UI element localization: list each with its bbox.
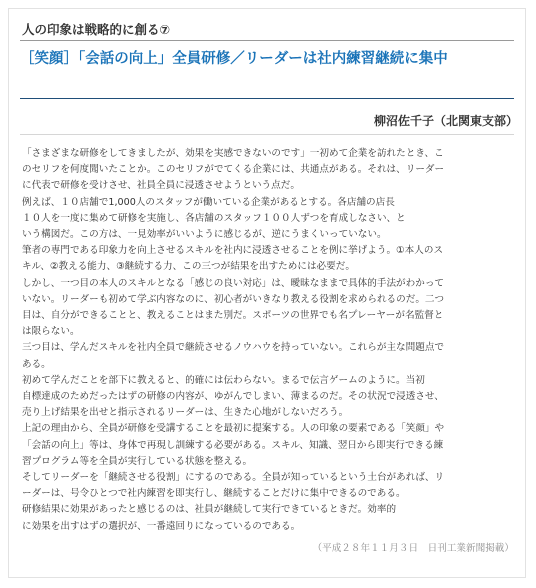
body-line: に効果を出すはずの選択が、一番遠回りになっているのである。 [22,520,301,532]
body-line: 習プログラム等を全員が実行している状態を整える。 [22,455,253,467]
body-line: そしてリーダーを「継続させる役割」にするのである。全員が知っているという土台があれば、リ [22,472,445,484]
body-line: 初めて学んだことを部下に教えると、的確には伝わらない。まるで伝言ゲームのように。当初 [22,374,425,386]
body-line: いない。リーダーも初めて学ぶ内容なのに、初心者がいきなり教える役割を求められるのだ。二つ [22,293,445,305]
body-line: 自標達成のためだったはずの研修の内容が、ゆがんでしまい、薄まるのだ。その状況で浸透させ、 [22,391,444,403]
body-line: は限らない。 [22,326,80,338]
divider-top [20,40,514,41]
body-line: １０人を一度に集めて研修を実施し、各店舗のスタッフ１００人ずつを育成しなさい、と [22,212,406,224]
body-line: 研修結果に効果があったと感じるのは、社員が継続して実行できているときだ。効率的 [22,504,397,516]
body-line: 例えば、１０店舗で1,000人のスタッフが働いている企業があるとする。各店舗の店長 [22,196,395,208]
article-headline: ［笑顔］「会話の向上」全員研修／リーダーは社内練習継続に集中 [20,51,448,67]
body-line: ある。 [22,358,51,370]
series-title: 人の印象は戦略的に創る⑦ [22,22,171,37]
body-line: 「さまざまな研修をしてきましたが、効果を実感できないのです」一初めて企業を訪れたとき、こ [22,148,444,159]
divider-byline [20,134,514,135]
body-line: ーダーは、号令ひとつで社内練習を即実行し、継続することだけに集中できるのである。 [22,488,406,500]
divider-headline [20,98,514,99]
body-line: 目は、自分ができることと、教えることはまた別だ。スポーツの世界でも名プレーヤーが名監督と [22,310,444,322]
body-line: キル、②教える能力、③継続する力、この三つが結果を出すためには必要だ。 [22,261,355,273]
body-line: 筆者の専門である印象力を向上させるスキルを社内に浸透させることを例に挙げよう。①本人のス [22,245,444,257]
body-line: のセリフを何度聞いたことか。このセリフがでてくる企業には、共通点がある。それは、リーダー [22,164,445,176]
publication-credit: （平成２８年１１月３日 日刊工業新聞掲載） [312,543,514,554]
author-byline: 柳沼佐千子（北関東支部） [373,114,518,128]
body-line: に代表で研修を受けさせ、社員全員に浸透させようという点だ。 [22,180,300,192]
body-line: しかし、一つ目の本人のスキルとなる「感じの良い対応」は、曖昧なままで具体的手法がわかって [22,277,445,289]
body-line: 「会話の向上」等は、身体で再現し訓練する必要がある。スキル、知識、翌日から即実行できる練 [22,439,444,451]
body-line: 売り上げ結果を出せと指示されるリーダーは、生きた心地がしないだろう。 [22,407,349,419]
body-line: 三つ目は、学んだスキルを社内全員で継続させるノウハウを持っていない。これらが主な問題点で [22,342,445,354]
body-line: いう構図だ。この方は、一見効率がいいように感じるが、逆にうまくいっていない。 [22,229,387,241]
article-body [22,146,514,535]
body-line: 上記の理由から、全員が研修を受講することを最初に提案する。人の印象の要素である「笑顔」や [22,423,445,435]
